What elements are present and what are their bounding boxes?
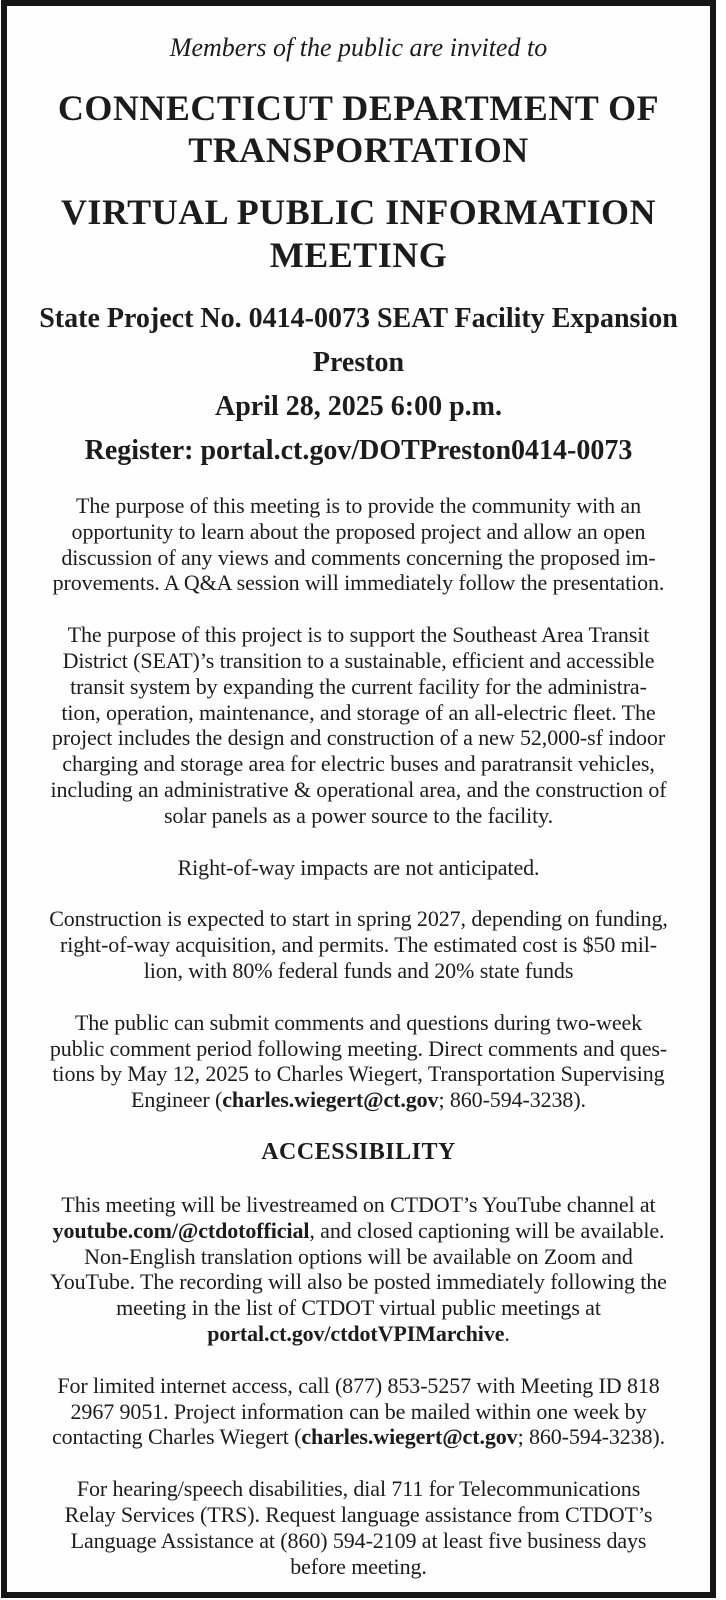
text-line: provements. A Q&A session will immediately follow the presentation. [52,570,665,596]
text-line: tions by May 12, 2025 to Charles Wiegert, Transportation Supervising [52,1061,665,1087]
text-line: Language Assistance at (860) 594-2109 at least five business days [70,1527,647,1553]
text-line: For limited internet access, call (877) 853-5257 with Meeting ID 818 [57,1372,660,1398]
text-segment: ; 860-594-3238). [517,1424,666,1450]
text-line: Non-English translation options will be available on Zoom and [84,1243,633,1269]
notice-border-box [1,0,716,1598]
text-line: The purpose of this project is to support the Southeast Area Transit [67,622,650,648]
paragraph-project-purpose [25,622,692,828]
text-line: public comment period following meeting. Direct comments and ques- [49,1035,668,1061]
text-segment: . [504,1320,510,1346]
text-segment: ; 860-594-3238). [438,1087,586,1113]
text-line: solar panels as a power source to the facility. [163,802,554,828]
paragraph-livestream [25,1192,692,1347]
project-number-line: State Project No. 0414-0073 SEAT Facility Expansion [39,303,678,334]
text-line-with-email [25,1424,692,1450]
text-line: The purpose of this meeting is to provide the community with an [76,493,641,518]
intro-line: Members of the public are invited to [169,33,548,62]
text-segment: , and closed captioning will be available. [309,1217,665,1243]
town-line: Preston [312,347,405,378]
text-line: For hearing/speech disabilities, dial 711 for Telecommunications [76,1476,641,1502]
meeting-type-title: VIRTUAL PUBLIC INFORMATION MEETING [60,192,657,275]
text-line: charging and storage area for electric buses and paratransit vehicles, [62,751,655,777]
paragraph-right-of-way [25,855,692,881]
paragraph-limited-internet [25,1373,692,1450]
youtube-url: youtube.com/@ctdotofficial [52,1217,310,1243]
text-line: transit system by expanding the current facility for the administra- [70,673,647,699]
text-line: Construction is expected to start in spring 2027, depending on funding, [49,906,668,932]
text-line: opportunity to learn about the proposed project and allow an open [71,518,646,544]
text-line: right-of-way acquisition, and permits. The estimated cost is $50 mil- [60,932,657,958]
text-line: Relay Services (TRS). Request language assistance from CTDOT’s [64,1501,653,1527]
text-line: including an administrative & operational area, and the construction of [50,776,667,802]
agency-title: CONNECTICUT DEPARTMENT OF TRANSPORTATION [57,88,660,170]
text-line-with-url [25,1218,692,1244]
text-line: District (SEAT)’s transition to a sustainable, efficient and accessible [62,647,655,673]
paragraph-hearing-speech [25,1476,692,1579]
text-line: tion, operation, maintenance, and storage of an all-electric fleet. The [61,699,656,725]
paragraph-meeting-purpose [25,493,692,596]
text-line: lion, with 80% federal funds and 20% state funds [143,957,574,983]
text-line: This meeting will be livestreamed on CTDOT’s YouTube channel at [61,1191,656,1217]
paragraph-public-comments [25,1010,692,1113]
accessibility-heading: ACCESSIBILITY [261,1138,456,1165]
text-line: YouTube. The recording will also be posted immediately following the [50,1269,667,1295]
text-line: meeting in the list of CTDOT virtual public meetings at [116,1295,601,1321]
text-line: before meeting. [290,1553,427,1579]
text-segment: Engineer ( [131,1087,223,1113]
text-line-with-email [25,1087,692,1113]
contact-email: charles.wiegert@ct.gov [301,1424,518,1450]
text-line: discussion of any views and comments concerning the proposed im- [61,544,656,570]
archive-url: portal.ct.gov/ctdotVPIMarchive [207,1320,505,1346]
meeting-datetime-line: April 28, 2025 6:00 p.m. [215,391,502,422]
text-line-with-url [25,1321,692,1347]
text-line: The public can submit comments and questions during two-week [74,1009,643,1035]
text-line: 2967 9051. Project information can be mailed within one week by [70,1398,647,1424]
contact-email: charles.wiegert@ct.gov [222,1087,439,1113]
text-line: project includes the design and construction of a new 52,000-sf indoor [51,725,666,751]
paragraph-construction-schedule [25,906,692,983]
text-segment: contacting Charles Wiegert ( [51,1424,302,1450]
register-url-line: Register: portal.ct.gov/DOTPreston0414-0073 [84,435,633,466]
text-line: Right-of-way impacts are not anticipated. [177,854,540,880]
